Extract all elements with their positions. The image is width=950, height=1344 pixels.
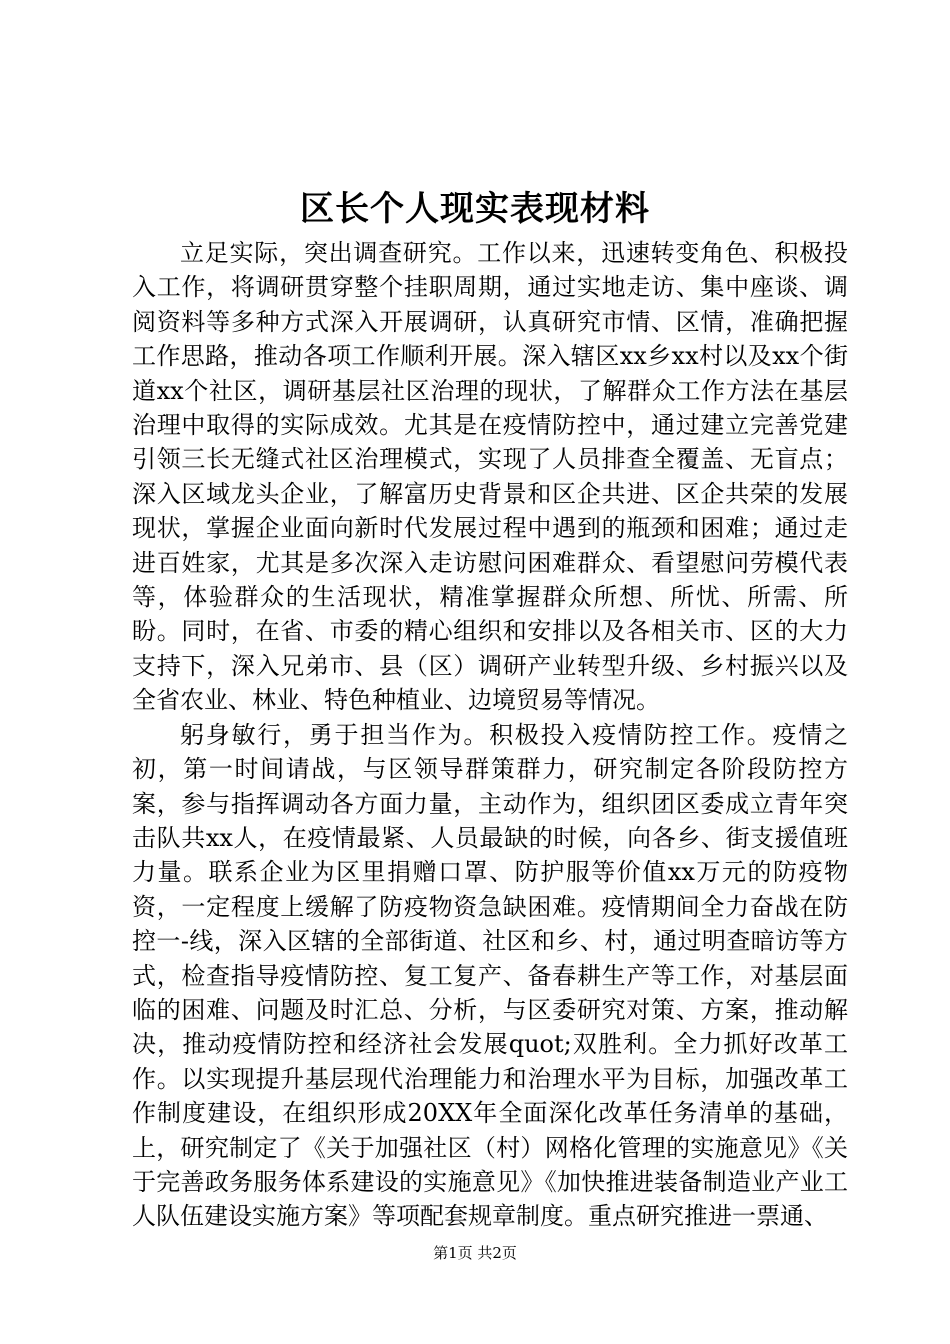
page-number-footer: 第1页 共2页: [433, 1244, 517, 1262]
document-body: [132, 236, 848, 1234]
document-title: 区长个人现实表现材料: [300, 189, 650, 229]
paragraph-responsibility: 躬身敏行，勇于担当作为。积极投入疫情防控工作。疫情之初，第一时间请战，与区领导群策群力，研究制定各阶段防控方案，参与指挥调动各方面力量，主动作为，组织团区委成立青年突击队共xx人，在疫情最紧、人员最缺的时候，向各乡、街支援值班力量。联系企业为区里捐赠口罩、防护服等价值xx万元的防疫物资，一定程度上缓解了防疫物资急缺困难。疫情期间全力奋战在防控一-线，深入区辖的全部街道、社区和乡、村，通过明查暗访等方式，检查指导疫情防控、复工复产、备春耕生产等工作，对基层面临的困难、问题及时汇总、分析，与区委研究对策、方案，推动解决，推动疫情防控和经济社会发展quot;双胜利。全力抓好改革工作。以实现提升基层现代治理能力和治理水平为目标，加强改革工作制度建设，在组织形成20XX年全面深化改革任务清单的基础，上，研究制定了《关于加强社区（村）网格化管理的实施意见》《关于完善政务服务体系建设的实施意见》《加快推进装备制造业产业工人队伍建设实施方案》等项配套规章制度。重点研究推进一票通、: [132, 720, 848, 1231]
paragraph-research: 立足实际，突出调查研究。工作以来，迅速转变角色、积极投入工作，将调研贯穿整个挂职周期，通过实地走访、集中座谈、调阅资料等多种方式深入开展调研，认真研究市情、区情，准确把握工作思路，推动各项工作顺利开展。深入辖区xx乡xx村以及xx个街道xx个社区，调研基层社区治理的现状，了解群众工作方法在基层治理中取得的实际成效。尤其是在疫情防控中，通过建立完善党建引领三长无缝式社区治理模式，实现了人员排查全覆盖、无盲点；深入区域龙头企业，了解富历史背景和区企共进、区企共荣的发展现状，掌握企业面向新时代发展过程中遇到的瓶颈和困难；通过走进百姓家，尤其是多次深入走访慰问困难群众、看望慰问劳模代表等，体验群众的生活现状，精准掌握群众所想、所忧、所需、所盼。同时，在省、市委的精心组织和安排以及各相关市、区的大力支持下，深入兄弟市、县（区）调研产业转型升级、乡村振兴以及全省农业、林业、特色种植业、边境贸易等情况。: [132, 239, 848, 715]
